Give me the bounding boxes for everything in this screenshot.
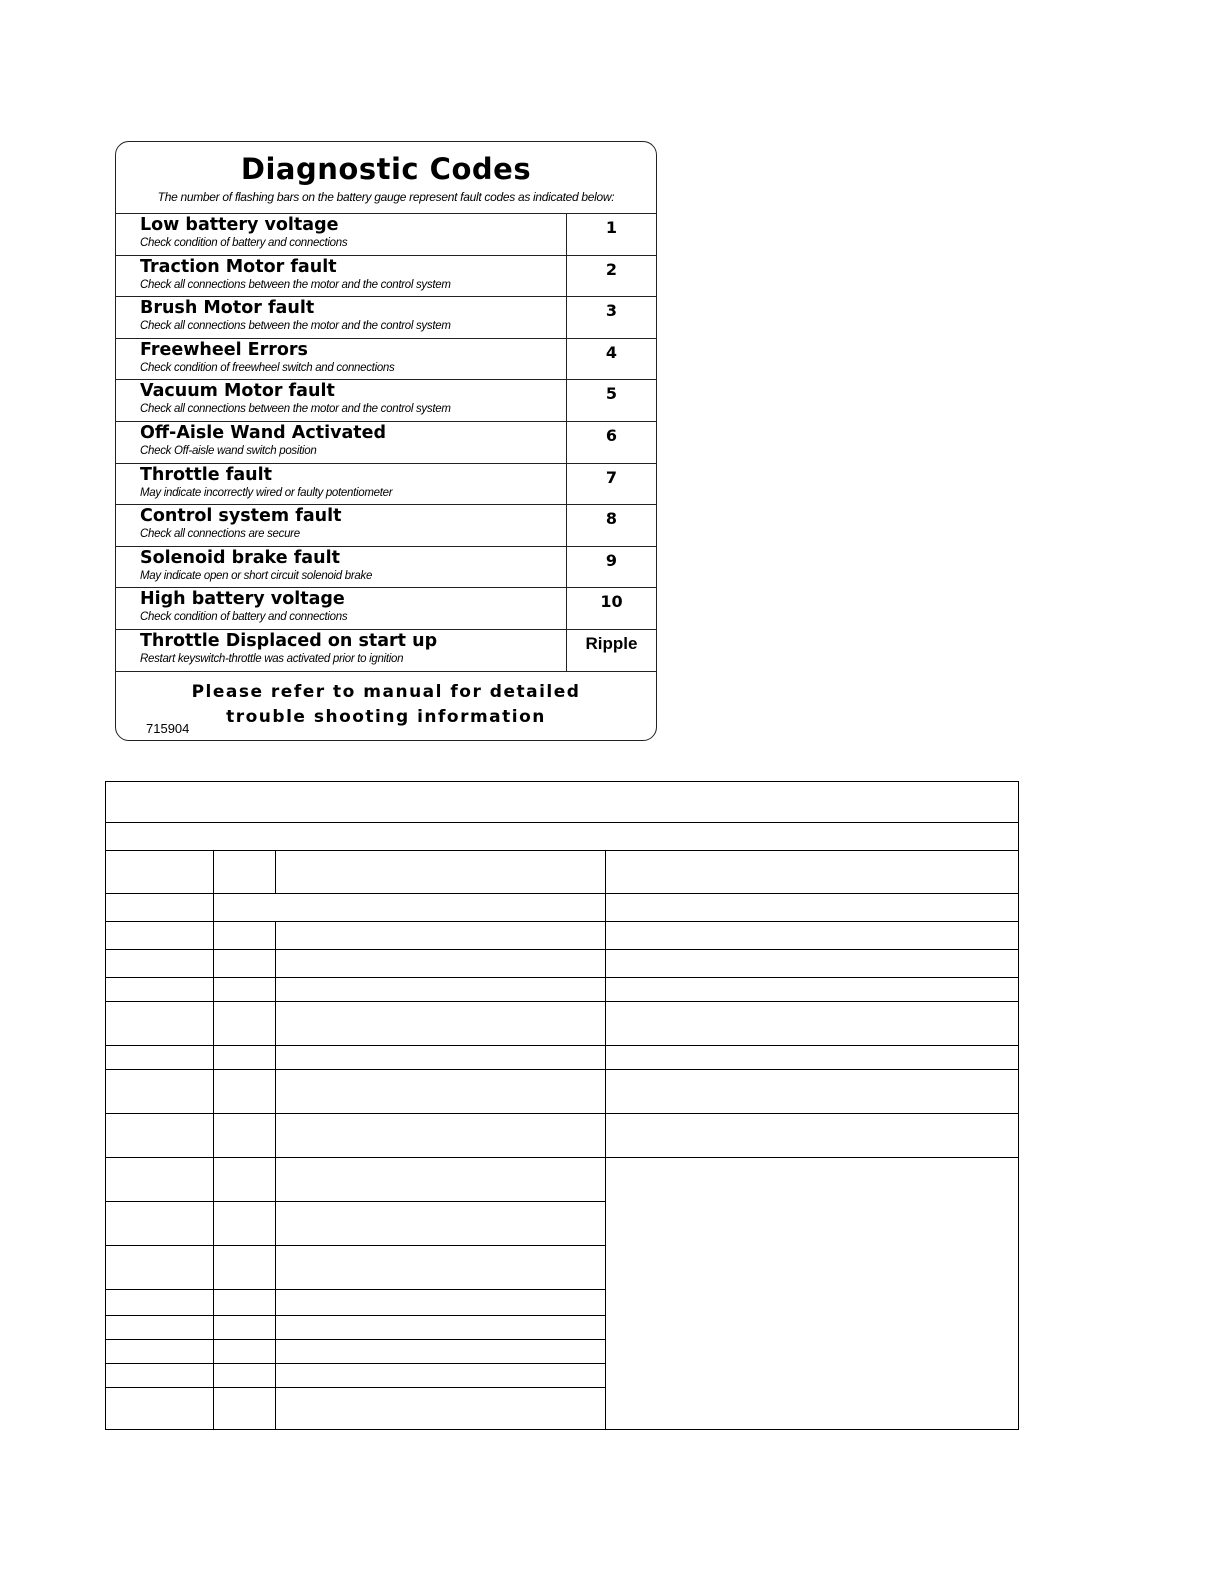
- table-cell: [605, 921, 1019, 950]
- table-cell: [105, 949, 214, 978]
- code-description: [116, 422, 567, 463]
- code-description: [116, 380, 567, 421]
- code-description: [116, 630, 567, 671]
- table-cell: [105, 1339, 214, 1364]
- table-cell: [105, 1387, 214, 1430]
- table-cell: [605, 1001, 1019, 1046]
- table-cell: [275, 921, 606, 950]
- table-cell: [213, 1069, 276, 1114]
- code-row: [116, 547, 656, 589]
- label-header: [116, 142, 656, 214]
- fault-hint: May indicate incorrectly wired or faulty potentiometer: [140, 486, 393, 499]
- table-cell: [213, 1245, 276, 1290]
- fault-name: High battery voltage: [140, 589, 345, 610]
- manual-note-line-2: trouble shooting information: [226, 706, 546, 727]
- table-cell: [213, 1387, 276, 1430]
- table-header-cell: [605, 850, 1019, 894]
- empty-table: [105, 781, 1019, 1430]
- code-row: [116, 422, 656, 464]
- table-cell: [105, 893, 214, 922]
- table-cell: [213, 921, 276, 950]
- table-cell: [105, 1069, 214, 1114]
- table-cell: [213, 1001, 276, 1046]
- label-subtitle: The number of flashing bars on the battery gauge represent fault codes as indicated below:: [157, 190, 615, 204]
- table-cell: [213, 1363, 276, 1388]
- table-title-cell: [105, 781, 1019, 823]
- fault-code: 3: [605, 301, 618, 321]
- code-description: [116, 339, 567, 380]
- code-row: [116, 464, 656, 506]
- table-cell: [213, 977, 276, 1002]
- table-cell: [213, 1157, 276, 1202]
- fault-hint: Check Off-aisle wand switch position: [140, 444, 317, 457]
- table-cell: [275, 1363, 606, 1388]
- table-cell: [275, 1315, 606, 1340]
- code-row: [116, 214, 656, 256]
- manual-note-line-1: Please refer to manual for detailed: [191, 681, 581, 702]
- label-title: Diagnostic Codes: [240, 152, 532, 186]
- table-cell: [275, 1113, 606, 1158]
- part-number: 715904: [146, 720, 190, 736]
- code-row: [116, 339, 656, 381]
- table-cell: [213, 949, 276, 978]
- code-row: [116, 380, 656, 422]
- code-description: [116, 297, 567, 338]
- table-cell: [275, 1289, 606, 1316]
- table-header-cell: [213, 850, 276, 894]
- table-cell: [275, 949, 606, 978]
- diagnostic-codes-label: [115, 141, 657, 741]
- code-row: [116, 588, 656, 630]
- fault-code: 6: [605, 425, 618, 445]
- table-cell: [275, 1201, 606, 1246]
- fault-code: 8: [605, 509, 618, 529]
- fault-code: Ripple: [585, 633, 638, 653]
- table-cell: [105, 1157, 214, 1202]
- table-cell: [605, 1113, 1019, 1158]
- table-cell: [275, 1001, 606, 1046]
- code-row: [116, 505, 656, 547]
- table-cell: [105, 1315, 214, 1340]
- table-cell: [275, 1157, 606, 1202]
- table-cell: [275, 1245, 606, 1290]
- fault-hint: Check all connections between the motor and the control system: [140, 320, 451, 333]
- table-cell: [213, 1201, 276, 1246]
- fault-code: 4: [605, 342, 618, 362]
- fault-hint: Check all connections between the motor and the control system: [140, 278, 451, 291]
- table-cell: [275, 1339, 606, 1364]
- code-description: [116, 464, 567, 505]
- fault-code: 1: [605, 218, 618, 237]
- fault-name: Freewheel Errors: [140, 339, 308, 360]
- label-footer: [116, 672, 656, 741]
- fault-name: Brush Motor fault: [140, 298, 315, 319]
- code-row: [116, 630, 656, 672]
- table-cell: [105, 1289, 214, 1316]
- table-cell: [105, 977, 214, 1002]
- table-cell: [213, 1113, 276, 1158]
- table-cell: [105, 1201, 214, 1246]
- table-cell: [275, 1045, 606, 1070]
- fault-hint: Restart keyswitch-throttle was activated prior to ignition: [140, 652, 404, 665]
- code-description: [116, 588, 567, 629]
- fault-hint: Check condition of battery and connections: [140, 611, 348, 624]
- table-cell: [105, 1001, 214, 1046]
- table-cell: [275, 977, 606, 1002]
- fault-name: Low battery voltage: [140, 215, 339, 235]
- table-header-cell: [105, 850, 214, 894]
- table-cell: [605, 893, 1019, 922]
- table-cell: [605, 1069, 1019, 1114]
- table-cell: [213, 1289, 276, 1316]
- manual-note: [116, 672, 656, 730]
- table-cell: [105, 921, 214, 950]
- table-cell: [605, 1045, 1019, 1070]
- fault-code: 7: [605, 467, 618, 487]
- fault-name: Vacuum Motor fault: [140, 381, 335, 402]
- table-merged-cell: [605, 1157, 1019, 1430]
- table-cell: [105, 1045, 214, 1070]
- fault-hint: May indicate open or short circuit solenoid brake: [140, 569, 373, 582]
- fault-name: Traction Motor fault: [140, 256, 337, 277]
- fault-name: Solenoid brake fault: [140, 547, 340, 568]
- fault-name: Control system fault: [140, 506, 342, 527]
- table-cell: [105, 1113, 214, 1158]
- table-cell: [105, 1245, 214, 1290]
- code-row: [116, 256, 656, 298]
- fault-hint: Check condition of battery and connections: [140, 237, 348, 249]
- fault-name: Throttle fault: [140, 464, 272, 485]
- table-cell: [275, 1069, 606, 1114]
- fault-hint: Check condition of freewheel switch and connections: [140, 361, 395, 374]
- table-cell: [213, 1045, 276, 1070]
- fault-code: 10: [600, 592, 623, 612]
- fault-name: Off-Aisle Wand Activated: [140, 422, 387, 443]
- table-cell: [275, 1387, 606, 1430]
- code-description: [116, 505, 567, 546]
- table-header-cell: [275, 850, 606, 894]
- table-cell: [213, 1339, 276, 1364]
- fault-hint: Check all connections are secure: [140, 528, 300, 541]
- fault-code: 5: [605, 384, 618, 404]
- table-subtitle-cell: [105, 822, 1019, 851]
- table-cell: [213, 1315, 276, 1340]
- table-cell: [213, 893, 606, 922]
- fault-code: 2: [605, 259, 618, 279]
- fault-name: Throttle Displaced on start up: [140, 630, 438, 651]
- table-cell: [605, 977, 1019, 1002]
- table-cell: [605, 949, 1019, 978]
- fault-code: 9: [605, 550, 618, 570]
- code-description: [116, 256, 567, 297]
- code-list: [116, 214, 656, 672]
- fault-hint: Check all connections between the motor and the control system: [140, 403, 451, 416]
- table-cell: [105, 1363, 214, 1388]
- code-description: [116, 547, 567, 588]
- code-description: [116, 214, 567, 255]
- code-row: [116, 297, 656, 339]
